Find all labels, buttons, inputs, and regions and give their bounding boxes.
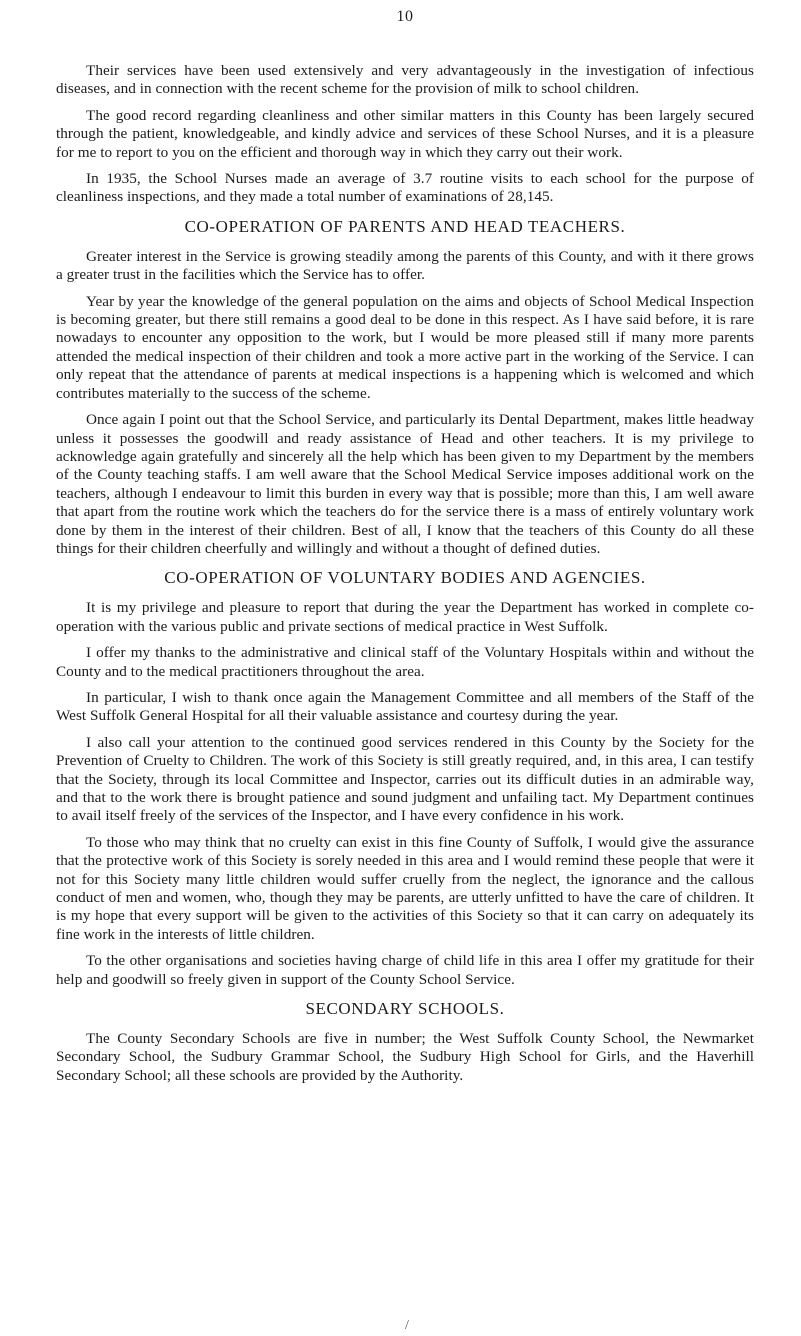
paragraph: The good record regarding cleanliness and other similar matters in this County has been largely secured through the patient, knowledgeable, and kindly advice and services of these School Nurses, and it is a pleasure for me to report to you on the efficient and thorough way in which they carry out their work.	[56, 106, 754, 161]
paragraph: Once again I point out that the School Service, and particularly its Dental Department, makes little headway unless it possesses the goodwill and ready assistance of Head and other teachers. It is my privilege to acknowledge again gratefully and sincerely all the help which has been given to my Department by the members of the County teaching staffs. I am well aware that the School Medical Service imposes additional work on the teachers, although I endeavour to limit this burden in every way that is possible; more than this, I am well aware that apart from the routine work which the teachers do for the service there is a mass of entirely voluntary work done by them in the interest of their children. Best of all, I know that the teachers of this County do all these things for their children cheerfully and willingly and without a thought of defined duties.	[56, 411, 754, 557]
paragraph: I offer my thanks to the administrative and clinical staff of the Voluntary Hospitals within and without the County and to the medical practitioners throughout the area.	[56, 644, 754, 680]
paragraph: In 1935, the School Nurses made an average of 3.7 routine visits to each school for the purpose of cleanliness inspections, and they made a total number of examinations of 28,145.	[56, 170, 754, 206]
paragraph: Their services have been used extensively and very advantageously in the investigation of infectious diseases, and in connection with the recent scheme for the provision of milk to school children.	[56, 62, 754, 98]
paragraph: To the other organisations and societies having charge of child life in this area I offer my gratitude for their help and goodwill so freely given in support of the County School Service.	[56, 952, 754, 988]
section-heading: CO-OPERATION OF VOLUNTARY BODIES AND AGENCIES.	[164, 568, 646, 588]
pencil-mark: /	[405, 1318, 409, 1333]
paragraph: The County Secondary Schools are five in number; the West Suffolk County School, the Newmarket Secondary School, the Sudbury Grammar School, the Sudbury High School for Girls, and the Haverhill Secondary School; all these schools are provided by the Authority.	[56, 1030, 754, 1084]
paragraph: Greater interest in the Service is growing steadily among the parents of this County, and with it there grows a greater trust in the facilities which the Service has to offer.	[56, 247, 754, 284]
section-heading: SECONDARY SCHOOLS.	[305, 999, 505, 1019]
paragraph: Year by year the knowledge of the general population on the aims and objects of School Medical Inspection is becoming greater, but there still remains a good deal to be done in this respect. As I have said before, it is rare nowadays to encounter any opposition to the work, but I would be more pleased still if many more parents attended the medical inspection of their children and took a more active part in the working of the Service. I can only repeat that the attendance of parents at medical inspections is a happening which is welcomed and which contributes materially to the success of the scheme.	[56, 292, 754, 402]
paragraph: It is my privilege and pleasure to report that during the year the Department has worked in complete co-operation with the various public and private sections of medical practice in West Suffolk.	[56, 599, 754, 635]
page-number: 10	[396, 8, 414, 25]
section-heading: CO-OPERATION OF PARENTS AND HEAD TEACHERS.	[184, 216, 626, 236]
paragraph: To those who may think that no cruelty can exist in this fine County of Suffolk, I would give the assurance that the protective work of this Society is sorely needed in this area and I would remind these people that were it not for this Society many little children would suffer cruelly from the neglect, the ignorance and the callous conduct of men and women, who, though they may be parents, are utterly unfitted to have the care of children. It is my hope that every support will be given to the activities of this Society so that it can carry on adequately its fine work in the interests of little children.	[56, 833, 754, 943]
paragraph: I also call your attention to the continued good services rendered in this County by the Society for the Prevention of Cruelty to Children. The work of this Society is still greatly required, and, in this area, I can testify that the Society, through its local Committee and Inspector, carries out its difficult duties in an admirable way, and that to the work there is brought patience and sound judgment and unfailing tact. My Department continues to avail itself freely of the services of the Inspector, and I have every confidence in his work.	[56, 733, 754, 825]
paragraph: In particular, I wish to thank once again the Management Committee and all members of the Staff of the West Suffolk General Hospital for all their valuable assistance and courtesy during the year.	[56, 688, 754, 725]
document-body	[56, 62, 754, 1085]
